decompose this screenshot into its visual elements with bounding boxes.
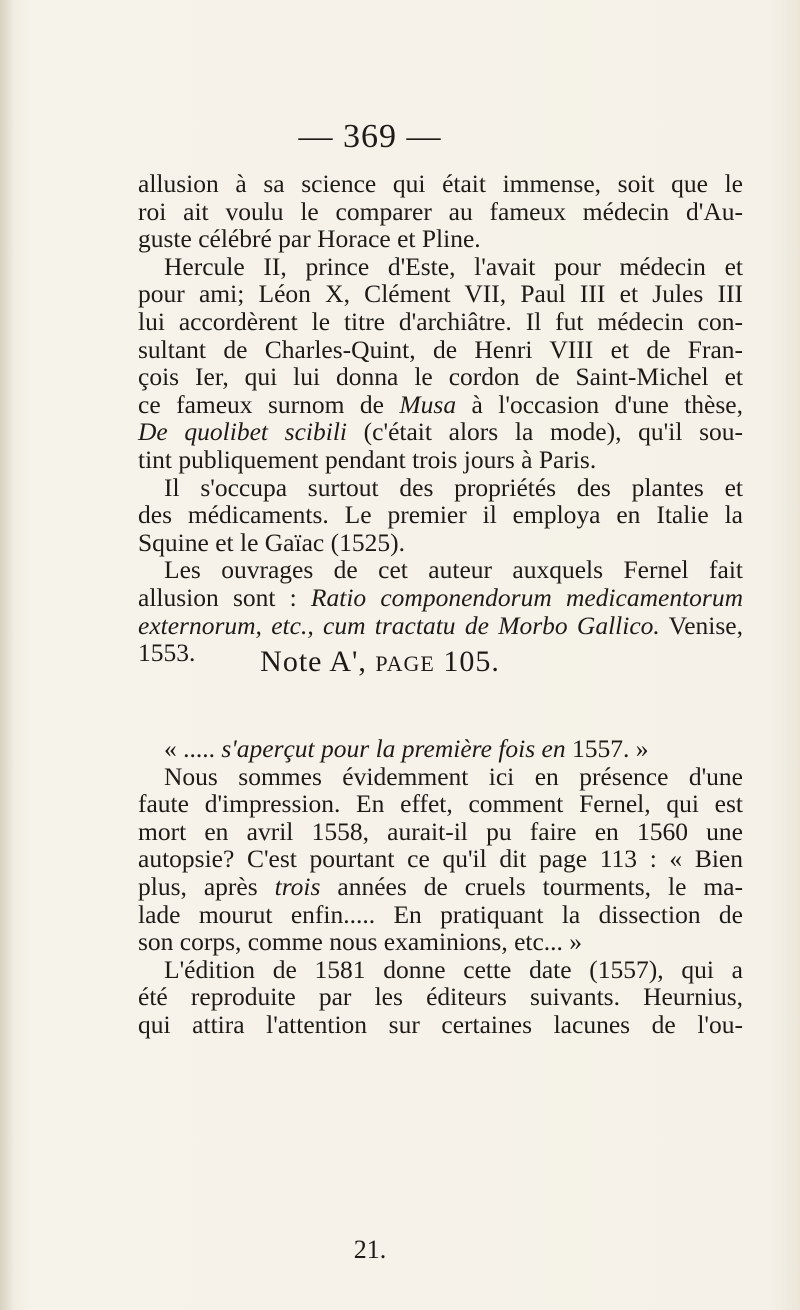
text-line: autopsie? C'est pourtant ce qu'il dit page 113 : « Bien (138, 844, 743, 874)
text-line-quolibet: De quolibet scibili (c'était alors la mode), qu'il sou- (138, 417, 743, 447)
text-line: allusion à sa science qui était immense, soit que le (138, 169, 743, 198)
note-heading-page: PAGE (375, 651, 435, 676)
note-heading-main: Note A', (260, 645, 376, 678)
text-line-externorum: externorum, etc., cum tractatu de Morbo Gallico. Venise, (138, 610, 743, 640)
text-line: lade mourut enfin..... En pratiquant la dissection de (138, 899, 743, 929)
text-line-musa: ce fameux surnom de Musa à l'occasion d'une thèse, (138, 389, 743, 419)
text-line: 1553. (138, 638, 196, 668)
text-line: Nous sommes évidemment ici en présence d'une (164, 761, 743, 791)
text-line: son corps, comme nous examinions, etc... » (138, 927, 583, 957)
text-line: pour ami; Léon X, Clément VII, Paul III et Jules III (138, 279, 743, 309)
text-line: mort en avril 1558, aurait-il pu faire en 1560 une (138, 816, 743, 846)
text-line: L'édition de 1581 donne cette date (1557), qui a (164, 954, 743, 984)
text-line: tint publiquement pendant trois jours à Paris. (138, 444, 597, 474)
text-line-ratio: allusion sont : Ratio componendorum medicamentorum (138, 582, 743, 612)
text-line: çois Ier, qui lui donna le cordon de Saint-Michel et (138, 362, 743, 392)
body-text-bottom (138, 735, 743, 1039)
page-number: — 369 — (298, 118, 442, 155)
text-line-trois: plus, après trois années de cruels tourments, le ma- (138, 871, 743, 901)
signature-mark: 21. (353, 1235, 387, 1264)
text-line: qui attira l'attention sur certaines lacunes de l'ou- (138, 1009, 743, 1039)
text-line: des médicaments. Le premier il employa en Italie la (138, 500, 743, 530)
text-line: Squine et le Gaïac (1525). (138, 527, 405, 557)
text-line: Hercule II, prince d'Este, l'avait pour médecin et (164, 251, 743, 281)
text-line: guste célébré par Horace et Pline. (138, 224, 481, 254)
text-line: sultant de Charles-Quint, de Henri VIII et de Fran- (138, 334, 743, 364)
text-line: lui accordèrent le titre d'archiâtre. Il fut médecin con- (138, 306, 743, 336)
text-line: été reproduite par les éditeurs suivants. Heurnius, (138, 982, 743, 1012)
text-line: Il s'occupa surtout des propriétés des plantes et (164, 472, 743, 502)
text-line: Les ouvrages de cet auteur auxquels Fernel fait (164, 555, 743, 585)
note-heading-number: 105. (434, 645, 500, 678)
note-heading (0, 645, 760, 679)
text-line: faute d'impression. En effet, comment Fernel, qui est (138, 789, 743, 819)
text-line-quote: « ..... s'aperçut pour la première fois en 1557. » (164, 734, 649, 763)
text-line: roi ait voulu le comparer au fameux médecin d'Au- (138, 196, 743, 226)
body-text-top (138, 170, 743, 667)
